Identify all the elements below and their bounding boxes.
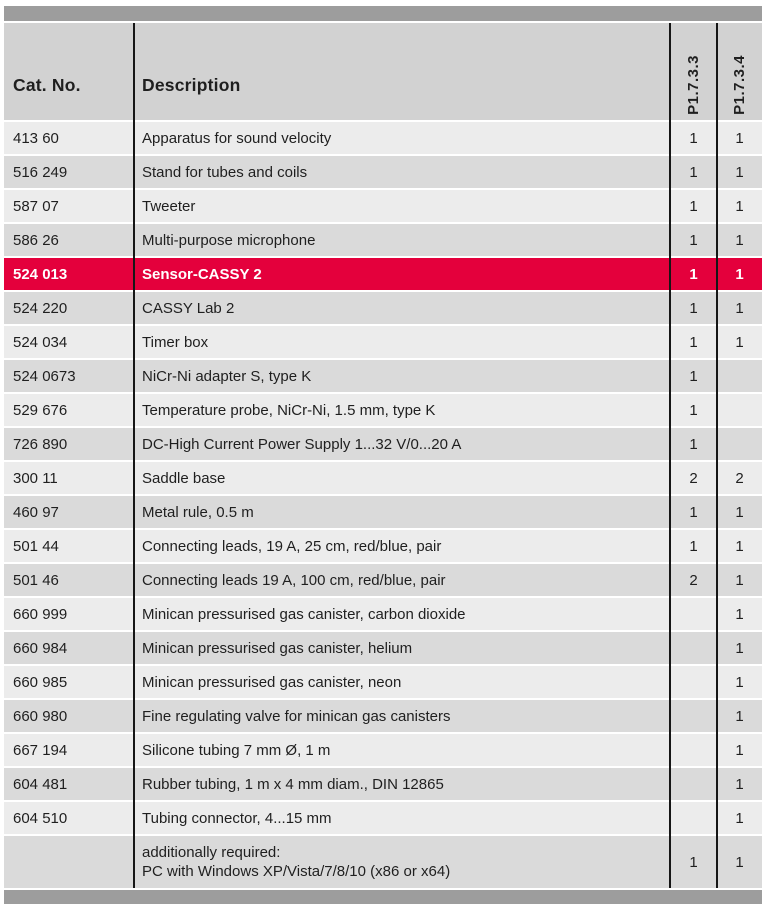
equipment-table [4, 23, 762, 888]
cat-no-cell: 660 984 [13, 639, 68, 657]
table-row [4, 564, 762, 596]
column-divider-line [133, 23, 135, 888]
cat-no-cell: 604 510 [13, 809, 68, 827]
qty-p1734-cell: 1 [735, 775, 744, 793]
cat-no-cell: 586 26 [13, 231, 59, 249]
cat-no-cell: 660 985 [13, 673, 68, 691]
cat-no-cell: 524 013 [13, 265, 68, 283]
table-row [4, 292, 762, 324]
cat-no-cell: 300 11 [13, 469, 58, 487]
description-cell: Connecting leads 19 A, 100 cm, red/blue, pair [142, 571, 446, 589]
table-row-highlighted [4, 258, 762, 290]
qty-p1733-cell: 1 [689, 129, 698, 147]
qty-p1733-cell: 1 [689, 231, 698, 249]
qty-p1734-cell: 1 [735, 197, 744, 215]
qty-p1734-cell: 1 [735, 571, 744, 589]
table-row [4, 122, 762, 154]
header-p1734-label: P1.7.3.4 [731, 55, 748, 115]
header-cat-no: Cat. No. [13, 75, 81, 95]
description-cell: Temperature probe, NiCr-Ni, 1.5 mm, type K [142, 401, 436, 419]
table-row [4, 360, 762, 392]
description-cell: Tubing connector, 4...15 mm [142, 809, 332, 827]
description-cell: Multi-purpose microphone [142, 231, 316, 249]
table-row [4, 394, 762, 426]
table-row [4, 700, 762, 732]
qty-p1733-cell: 1 [689, 367, 698, 385]
cat-no-cell: 524 220 [13, 299, 68, 317]
description-cell: NiCr-Ni adapter S, type K [142, 367, 312, 385]
table-row [4, 224, 762, 256]
qty-p1733-cell: 1 [689, 435, 698, 453]
qty-p1733-cell: 1 [689, 163, 698, 181]
table-row [4, 802, 762, 834]
additionally-required-label: additionally required: [142, 844, 281, 861]
description-cell: Rubber tubing, 1 m x 4 mm diam., DIN 12865 [142, 775, 444, 793]
qty-p1734-cell: 1 [735, 231, 744, 249]
description-cell: Silicone tubing 7 mm Ø, 1 m [142, 741, 331, 759]
cat-no-cell: 524 034 [13, 333, 68, 351]
qty-p1733-cell: 1 [689, 299, 698, 317]
table-row [4, 530, 762, 562]
qty-p1733-cell: 1 [689, 853, 698, 871]
table-row [4, 598, 762, 630]
table-row [4, 326, 762, 358]
description-cell: Metal rule, 0.5 m [142, 503, 254, 521]
cat-no-cell: 660 980 [13, 707, 68, 725]
qty-p1733-cell: 2 [689, 571, 698, 589]
qty-p1733-cell: 1 [689, 265, 698, 283]
header-experiment-p1734 [717, 23, 762, 120]
header-experiment-p1733 [670, 23, 717, 120]
qty-p1733-cell: 1 [689, 537, 698, 555]
qty-p1734-cell: 1 [735, 605, 744, 623]
table-row [4, 156, 762, 188]
table-row-additional-requirements [4, 836, 762, 888]
cat-no-cell: 587 07 [13, 197, 59, 215]
table-row [4, 496, 762, 528]
description-cell: Tweeter [142, 197, 196, 215]
table-row [4, 428, 762, 460]
qty-p1733-cell: 2 [689, 469, 698, 487]
cat-no-cell: 501 44 [13, 537, 59, 555]
description-cell [135, 843, 670, 881]
cat-no-cell: 660 999 [13, 605, 68, 623]
qty-p1734-cell: 1 [735, 673, 744, 691]
qty-p1734-cell: 1 [735, 333, 744, 351]
cat-no-cell: 524 0673 [13, 367, 76, 385]
table-row [4, 666, 762, 698]
column-divider-line [716, 23, 718, 888]
qty-p1734-cell: 1 [735, 299, 744, 317]
table-header-row [4, 23, 762, 120]
description-cell: Minican pressurised gas canister, helium [142, 639, 413, 657]
cat-no-cell: 501 46 [13, 571, 59, 589]
qty-p1734-cell: 1 [735, 741, 744, 759]
table-row [4, 462, 762, 494]
cat-no-cell: 726 890 [13, 435, 68, 453]
description-cell: Apparatus for sound velocity [142, 129, 332, 147]
top-divider-bar [4, 6, 762, 21]
qty-p1734-cell: 1 [735, 265, 744, 283]
description-cell: Minican pressurised gas canister, carbon dioxide [142, 605, 466, 623]
qty-p1733-cell: 1 [689, 503, 698, 521]
cat-no-cell: 604 481 [13, 775, 68, 793]
table-row [4, 734, 762, 766]
description-cell: Minican pressurised gas canister, neon [142, 673, 402, 691]
qty-p1734-cell: 1 [735, 537, 744, 555]
cat-no-cell: 529 676 [13, 401, 68, 419]
qty-p1733-cell: 1 [689, 401, 698, 419]
qty-p1734-cell: 2 [735, 469, 744, 487]
cat-no-cell: 667 194 [13, 741, 68, 759]
description-cell: Saddle base [142, 469, 226, 487]
qty-p1734-cell: 1 [735, 163, 744, 181]
table-row [4, 768, 762, 800]
header-p1733-label: P1.7.3.3 [685, 55, 702, 115]
description-cell: CASSY Lab 2 [142, 299, 235, 317]
qty-p1734-cell: 1 [735, 809, 744, 827]
qty-p1733-cell: 1 [689, 197, 698, 215]
description-cell: Connecting leads, 19 A, 25 cm, red/blue, pair [142, 537, 442, 555]
description-cell: Sensor-CASSY 2 [142, 265, 262, 283]
description-cell: DC-High Current Power Supply 1...32 V/0...20 A [142, 435, 462, 453]
pc-requirement-text: PC with Windows XP/Vista/7/8/10 (x86 or x64) [142, 863, 451, 880]
description-cell: Timer box [142, 333, 209, 351]
cat-no-cell: 413 60 [13, 129, 59, 147]
qty-p1734-cell: 1 [735, 707, 744, 725]
description-cell: Fine regulating valve for minican gas canisters [142, 707, 451, 725]
qty-p1733-cell: 1 [689, 333, 698, 351]
qty-p1734-cell: 1 [735, 503, 744, 521]
qty-p1734-cell: 1 [735, 129, 744, 147]
cat-no-cell: 460 97 [13, 503, 59, 521]
qty-p1734-cell: 1 [735, 639, 744, 657]
description-cell: Stand for tubes and coils [142, 163, 308, 181]
table-row [4, 632, 762, 664]
cat-no-cell: 516 249 [13, 163, 68, 181]
column-divider-line [669, 23, 671, 888]
header-description: Description [142, 75, 241, 95]
table-row [4, 190, 762, 222]
qty-p1734-cell: 1 [735, 853, 744, 871]
bottom-divider-bar [4, 890, 762, 904]
